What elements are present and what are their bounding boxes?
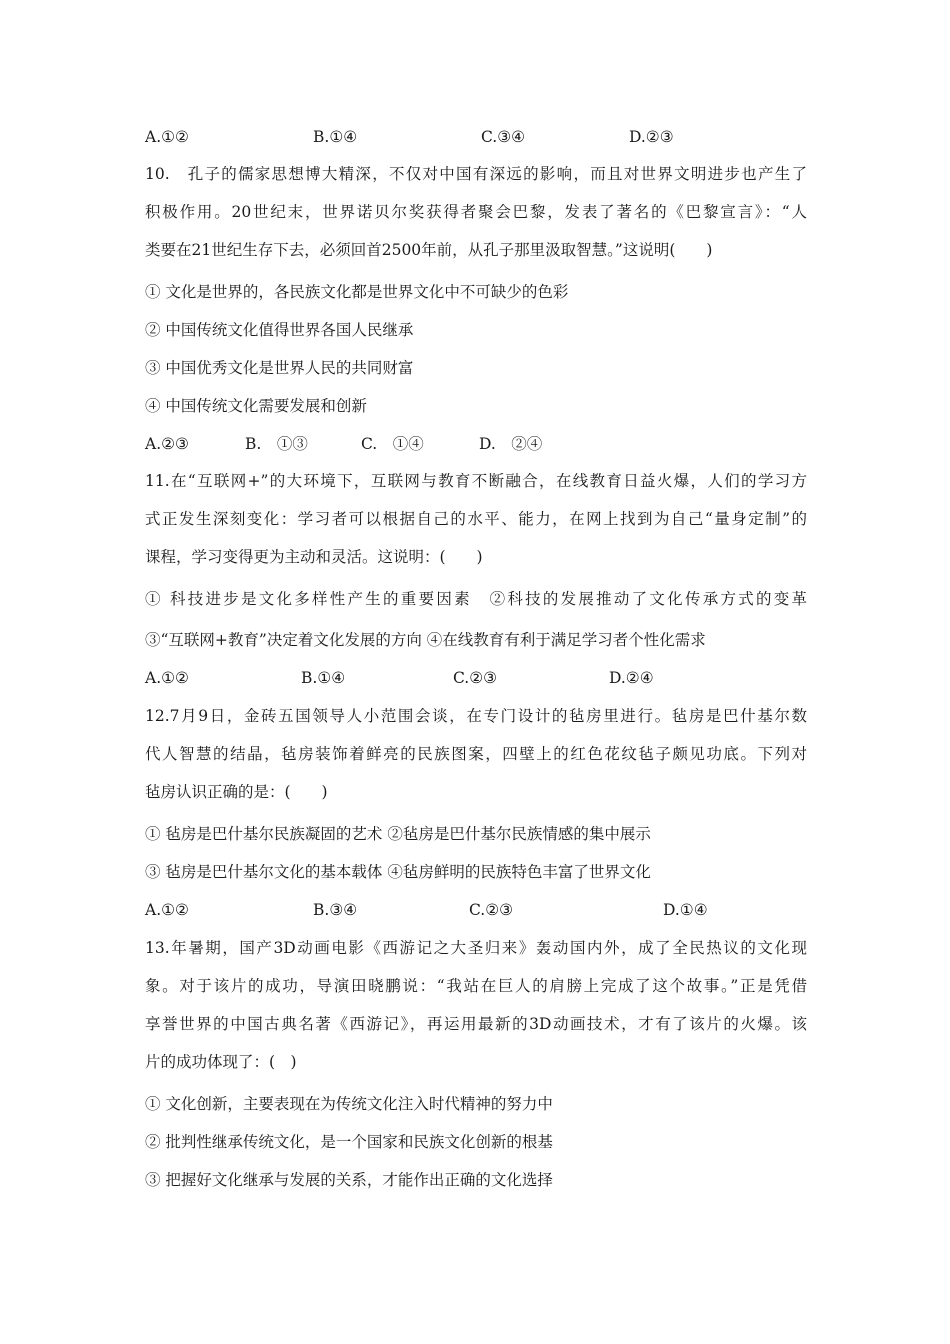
q10-option-a: A.②③	[145, 435, 189, 453]
q10-stem-line-1: 10. 孔子的儒家思想博大精深，不仅对中国有深远的影响，而且对世界文明进步也产生了	[145, 165, 807, 183]
q9-option-d: D.②③	[629, 128, 674, 146]
q10-statement-4: ④ 中国传统文化需要发展和创新	[145, 397, 367, 415]
q11-stem-line-3: 课程，学习变得更为主动和灵活。这说明：( )	[145, 548, 483, 566]
q9-option-a: A.①②	[145, 128, 189, 146]
q11-option-d: D.②④	[609, 669, 654, 687]
q11-statement-3-4: ③“互联网+教育”决定着文化发展的方向 ④在线教育有利于满足学习者个性化需求	[145, 631, 706, 649]
q11-option-c: C.②③	[453, 669, 498, 687]
q10-statement-2: ② 中国传统文化值得世界各国人民继承	[145, 321, 414, 339]
q10-option-d: D. ②④	[479, 435, 543, 453]
q13-statement-1: ① 文化创新，主要表现在为传统文化注入时代精神的努力中	[145, 1095, 553, 1113]
q12-statement-1-2: ① 毡房是巴什基尔民族凝固的艺术 ②毡房是巴什基尔民族情感的集中展示	[145, 825, 651, 843]
q13-stem-line-4: 片的成功体现了：( )	[145, 1053, 297, 1071]
q11-stem-line-2: 式正发生深刻变化：学习者可以根据自己的水平、能力，在网上找到为自己“量身定制”的	[145, 510, 807, 528]
q12-stem-line-1: 12.7月9日，金砖五国领导人小范围会谈，在专门设计的毡房里进行。毡房是巴什基尔数	[145, 707, 807, 725]
q11-stem-line-1: 11.在“互联网+”的大环境下，互联网与教育不断融合，在线教育日益火爆，人们的学习方	[145, 472, 807, 490]
q13-statement-3: ③ 把握好文化继承与发展的关系，才能作出正确的文化选择	[145, 1171, 553, 1189]
q9-option-b: B.①④	[313, 128, 358, 146]
q11-option-b: B.①④	[301, 669, 346, 687]
q9-option-c: C.③④	[481, 128, 526, 146]
q12-option-a: A.①②	[145, 901, 189, 919]
q10-statement-3: ③ 中国优秀文化是世界人民的共同财富	[145, 359, 414, 377]
q11-option-a: A.①②	[145, 669, 189, 687]
q10-statement-1: ① 文化是世界的，各民族文化都是世界文化中不可缺少的色彩	[145, 283, 569, 301]
q12-statement-3-4: ③ 毡房是巴什基尔文化的基本载体 ④毡房鲜明的民族特色丰富了世界文化	[145, 863, 651, 881]
q12-option-d: D.①④	[663, 901, 708, 919]
q13-stem-line-2: 象。对于该片的成功，导演田晓鹏说：“我站在巨人的肩膀上完成了这个故事。”正是凭借	[145, 977, 807, 995]
q12-option-c: C.②③	[469, 901, 514, 919]
q12-option-b: B.③④	[313, 901, 358, 919]
q13-statement-2: ② 批判性继承传统文化，是一个国家和民族文化创新的根基	[145, 1133, 553, 1151]
q11-statement-1-2: ① 科技进步是文化多样性产生的重要因素 ②科技的发展推动了文化传承方式的变革	[145, 590, 807, 608]
q13-stem-line-1: 13.年暑期，国产3D动画电影《西游记之大圣归来》轰动国内外，成了全民热议的文化现	[145, 939, 807, 957]
q10-stem-line-2: 积极作用。20世纪末，世界诺贝尔奖获得者聚会巴黎，发表了著名的《巴黎宣言》：“人	[145, 203, 807, 221]
q13-stem-line-3: 享誉世界的中国古典名著《西游记》，再运用最新的3D动画技术，才有了该片的火爆。该	[145, 1015, 807, 1033]
q10-option-b: B. ①③	[245, 435, 308, 453]
q12-stem-line-3: 毡房认识正确的是：( )	[145, 783, 328, 801]
q10-stem-line-3: 类要在21世纪生存下去，必须回首2500年前，从孔子那里汲取智慧。”这说明( )	[145, 241, 713, 259]
q12-stem-line-2: 代人智慧的结晶，毡房装饰着鲜亮的民族图案，四壁上的红色花纹毡子颇见功底。下列对	[145, 745, 807, 763]
q10-option-c: C. ①④	[361, 435, 424, 453]
